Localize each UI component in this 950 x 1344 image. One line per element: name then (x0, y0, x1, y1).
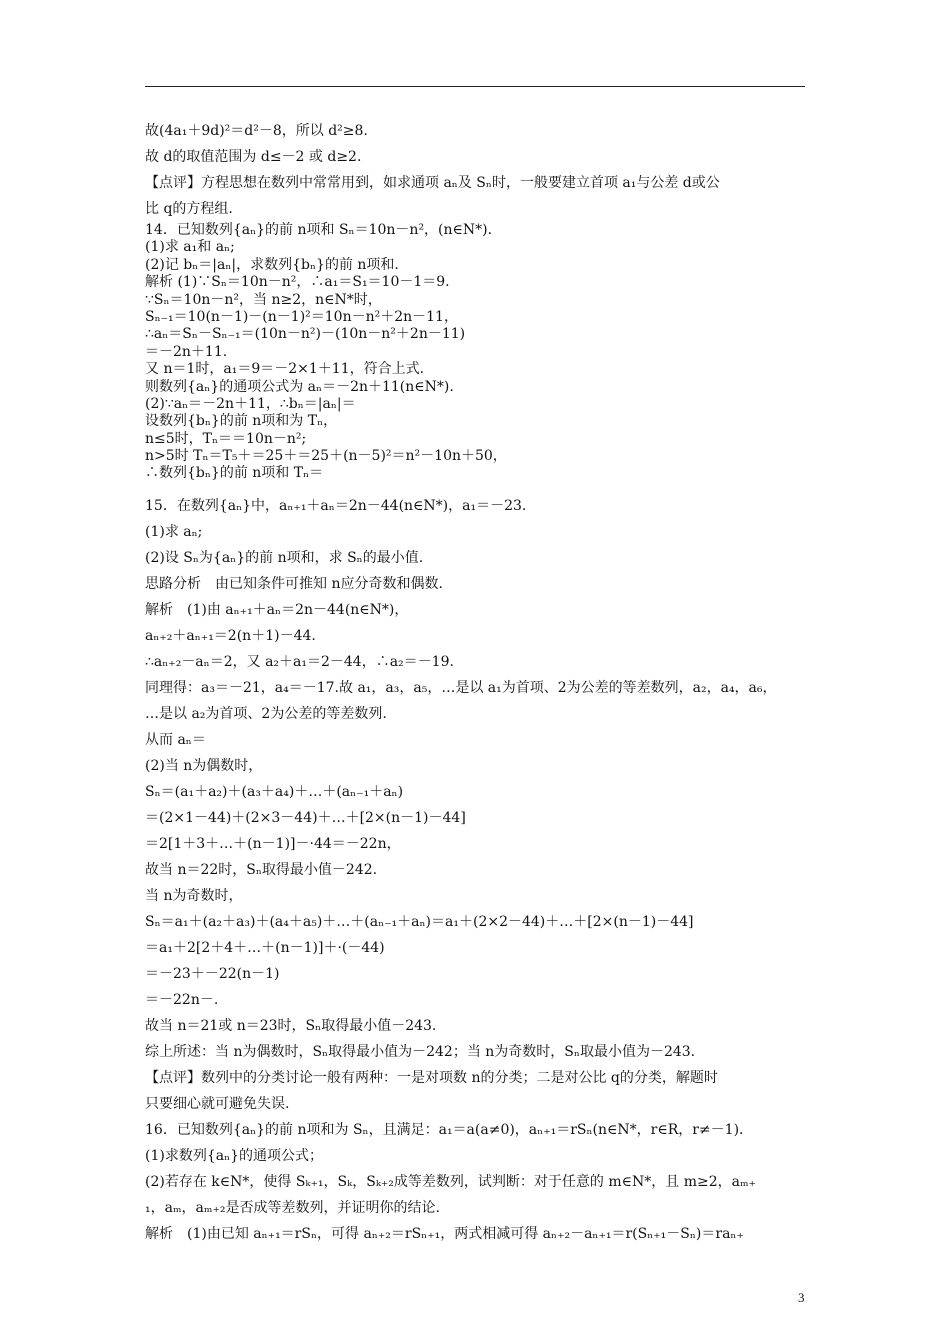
text-line: 【点评】数列中的分类讨论一般有两种：一是对项数 n的分类；二是对公比 q的分类，解题时 (145, 1069, 718, 1086)
text-line: (1)求 aₙ; (145, 523, 203, 540)
text-line: 只要细心就可避免失误. (145, 1095, 290, 1112)
text-line: ＝a₁＋2[2＋4＋…＋(n－1)]＋·(－44) (145, 939, 385, 956)
text-line: 15．在数列{aₙ}中，aₙ₊₁＋aₙ＝2n－44(n∈N*)，a₁＝－23. (145, 497, 527, 514)
text-line: Sₙ₋₁＝10(n－1)－(n－1)²＝10n－n²＋2n－11， (145, 308, 458, 325)
text-line: (2)设 Sₙ为{aₙ}的前 n项和，求 Sₙ的最小值. (145, 549, 424, 566)
text-line: (1)求数列{aₙ}的通项公式； (145, 1147, 324, 1164)
text-line: n>5时 Tₙ＝T₅＋＝25＋＝25＋(n－5)²＝n²－10n＋50， (145, 448, 507, 465)
section-13-conclusion (145, 118, 810, 222)
text-line: ＝－22n－. (145, 991, 219, 1008)
text-line: 故(4a₁＋9d)²＝d²－8，所以 d²≥8. (145, 123, 368, 139)
text-line: (2)若存在 k∈N*，使得 Sₖ₊₁，Sₖ，Sₖ₊₂成等差数列，试判断：对于任意的 m∈N*，且 m≥2，aₘ₊ (145, 1173, 756, 1190)
text-line: ＝－2n＋11. (145, 343, 228, 360)
text-line: (2)记 bₙ＝|aₙ|，求数列{bₙ}的前 n项和. (145, 256, 399, 273)
text-line: 故当 n＝22时，Sₙ取得最小值－242. (145, 861, 378, 878)
text-line: ＝(2×1－44)＋(2×3－44)＋…＋[2×(n－1)－44] (145, 809, 466, 826)
text-line: 16．已知数列{aₙ}的前 n项和为 Sₙ，且满足：a₁＝a(a≠0)，aₙ₊₁＝rSₙ(n∈N*，r∈R，r≠－1)． (145, 1121, 754, 1138)
text-line: ∴aₙ＝Sₙ－Sₙ₋₁＝(10n－n²)－(10n－n²＋2n－11) (145, 326, 466, 343)
text-line: ∴aₙ₊₂－aₙ＝2，又 a₂＋a₁＝2－44，∴a₂＝－19. (145, 653, 454, 670)
text-line: (2)当 n为偶数时， (145, 757, 263, 774)
text-line: 设数列{bₙ}的前 n项和为 Tₙ， (145, 413, 338, 430)
text-line: 又 n＝1时，a₁＝9＝－2×1＋11，符合上式. (145, 361, 425, 378)
page-number: 3 (798, 1290, 805, 1305)
text-line: ∴数列{bₙ}的前 n项和 Tₙ＝ (145, 465, 324, 482)
text-line: aₙ₊₂＋aₙ₊₁＝2(n＋1)－44. (145, 627, 316, 644)
text-line: ＝－23＋－22(n－1) (145, 965, 280, 982)
text-line: 当 n为奇数时， (145, 887, 243, 904)
text-line: 故 d的取值范围为 d≤－2 或 d≥2. (145, 149, 362, 165)
text-line: 则数列{aₙ}的通项公式为 aₙ＝－2n＋11(n∈N*). (145, 378, 454, 395)
text-line: ∵Sₙ＝10n－n²，当 n≥2，n∈N*时， (145, 291, 382, 308)
text-line: 解析 (1)由已知 aₙ₊₁＝rSₙ，可得 aₙ₊₂＝rSₙ₊₁，两式相减可得 aₙ₊₂－aₙ₊₁＝r(Sₙ₊₁－Sₙ)＝raₙ₊ (145, 1225, 744, 1242)
header-rule (145, 86, 805, 87)
text-line: …是以 a₂为首项、2为公差的等差数列. (145, 705, 387, 722)
text-line: ₁，aₘ，aₘ₊₂是否成等差数列，并证明你的结论. (145, 1199, 440, 1216)
text-line: 解析 (1)∵Sₙ＝10n－n²，∴a₁＝S₁＝10－1＝9. (145, 274, 450, 291)
text-line: (1)求 a₁和 aₙ; (145, 239, 235, 256)
text-line: 解析 (1)由 aₙ₊₁＋aₙ＝2n－44(n∈N*)， (145, 601, 409, 618)
text-line: 综上所述：当 n为偶数时，Sₙ取得最小值为－242；当 n为奇数时，Sₙ取最小值为－243. (145, 1043, 696, 1060)
text-line: 比 q的方程组. (145, 201, 233, 217)
page-content (145, 118, 810, 1247)
text-line: 思路分析 由已知条件可推知 n应分奇数和偶数. (145, 575, 443, 592)
text-line: 同理得：a₃＝－21，a₄＝－17.故 a₁，a₃，a₅，…是以 a₁为首项、2为公差的等差数列，a₂，a₄，a₆， (145, 679, 777, 696)
text-line: 14．已知数列{aₙ}的前 n项和 Sₙ＝10n－n²，(n∈N*)． (145, 222, 502, 238)
text-line: ＝2[1＋3＋…＋(n－1)]－·44＝－22n， (145, 835, 401, 852)
problems-15-16 (145, 493, 810, 1247)
text-line: n≤5时，Tₙ＝＝10n－n²; (145, 430, 307, 447)
text-line: 从而 aₙ＝ (145, 731, 206, 748)
text-line: (2)∵aₙ＝－2n＋11，∴bₙ＝|aₙ|＝ (145, 395, 356, 412)
text-line: Sₙ＝a₁＋(a₂＋a₃)＋(a₄＋a₅)＋…＋(aₙ₋₁＋aₙ)＝a₁＋(2×2－44)＋…＋[2×(n－1)－44] (145, 913, 694, 930)
text-line: 故当 n＝21或 n＝23时，Sₙ取得最小值－243. (145, 1017, 437, 1034)
text-line: 【点评】方程思想在数列中常常用到，如求通项 aₙ及 Sₙ时，一般要建立首项 a₁与公差 d或公 (145, 175, 720, 191)
problem-14 (145, 222, 810, 483)
text-line: Sₙ＝(a₁＋a₂)＋(a₃＋a₄)＋…＋(aₙ₋₁＋aₙ) (145, 783, 404, 800)
